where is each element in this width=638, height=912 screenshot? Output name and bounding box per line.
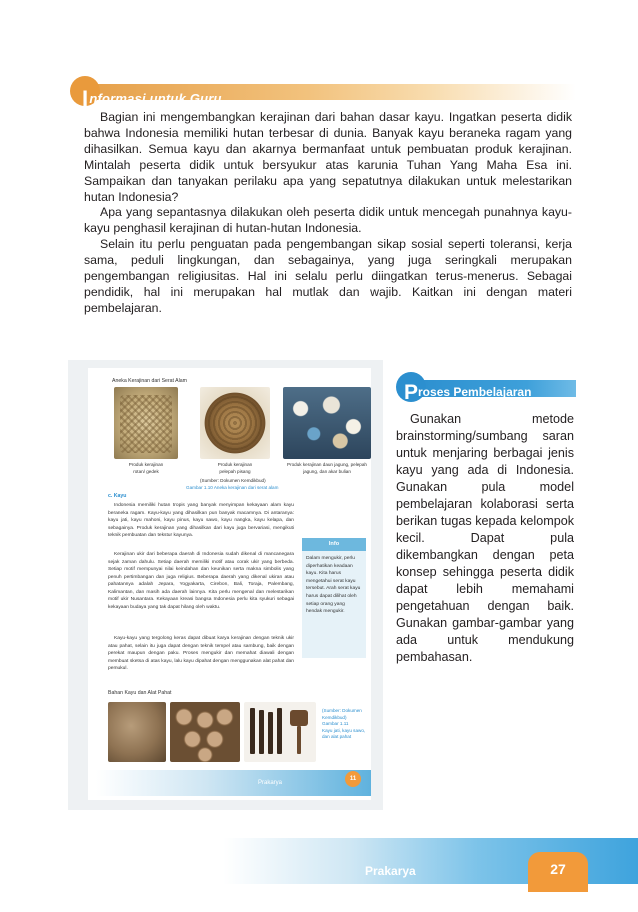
info-guru-banner <box>70 76 576 111</box>
caption-tray: Produk kerajinan pelepah pisang <box>217 462 253 474</box>
title-rest: nformasi untuk Guru <box>89 91 222 106</box>
proses-banner <box>396 372 576 402</box>
basket-photo <box>114 387 178 459</box>
logs-photo <box>170 702 240 762</box>
section-title <box>82 83 222 109</box>
bottom-label: Bahan Kayu dan Alat Pahat <box>108 690 172 696</box>
inset-footer-label: Prakarya <box>258 780 283 786</box>
proses-paragraph: Gunakan metode brainstorming/sumbang saran untuk menjaring berbagai jenis kayu yang ada di Indonesia. Gunakan pula model pembelajaran kolaborasi serta berikan tugas kepada kelompok kecil. Dapat pula dikembangkan dengan peta konsep sehingga peserta didik dapat lebih memahami pengetahuan dengan baik. Gunakan gambar-gambar yang ada untuk mendukung pembahasan. <box>396 412 574 664</box>
footer-label: Prakarya <box>365 864 416 878</box>
proses-title-rest: roses Pembelajaran <box>418 385 532 399</box>
body-paragraph-2: Apa yang sepantasnya dilakukan oleh peserta didik untuk mencegah punahnya kayu-kayu penghasil kerajinan di hutan-hutan Indonesia. <box>84 205 572 236</box>
title-initial: I <box>82 86 89 111</box>
body-paragraph-3: Selain itu perlu penguatan pada pengembangan sikap sosial seperti toleransi, kerja sama, peduli lingkungan, dan sebagainya, yang juga seringkali merupakan pengembangan religiusitas. Hal ini selalu perlu diingatkan terus-menerus. Sebagai pendidik, hal ini merupakan hal mutlak dan wajib. Kaitkan ini dengan materi pembelajaran. <box>84 237 572 315</box>
inset-footer-bar <box>96 770 371 796</box>
bottom-note: (Sumber: Dokumen Kemdikbud) Gambar 1.11 Kayu jati, kayu sawo, dan alat pahat <box>322 708 366 739</box>
page-number: 27 <box>528 852 588 892</box>
chisel-tools-photo <box>244 702 316 762</box>
body-paragraph-1: Bagian ini mengembangkan kerajinan dari bahan dasar kayu. Ingatkan peserta didik bahwa Indonesia memiliki hutan terbesar di dunia. Banyak kayu beraneka ragam yang dihasilkan. Semua kayu dan akarnya bermanfaat untuk pembuatan produk kerajinan. Mintalah peserta didik untuk bersyukur atas karunia Tuhan Yang Maha Esa ini. Sampaikan dan tanyakan perilaku apa yang sepatutnya dilakukan untuk melestarikan hutan Indonesia? <box>84 110 572 204</box>
figure-caption: Gambar 1.10 Aneka kerajinan dari serat alam <box>186 485 279 490</box>
section-heading: c. Kayu <box>108 493 127 499</box>
caption-basket: Produk kerajinan rotan/ gedek <box>128 462 164 474</box>
proses-title <box>404 378 531 402</box>
body-text <box>84 110 572 317</box>
source-note: (Sumber: Dokumen Kemdikbud) <box>200 478 266 483</box>
wood-photo <box>108 702 166 762</box>
info-title: Info <box>302 538 366 551</box>
info-text: Dalam mengukir, perlu diperhatikan keadaan kayu. Kita harus mengetahui serat kayu tersebut. Arah serat kayu harus dapat dilihat oleh setiap orang yang hendak mengukir. <box>306 556 361 615</box>
section-paragraph-2: Kerajinan ukir dari beberapa daerah di Indonesia sudah dikenal di mancanegara sejak zaman dahulu. Setiap daerah memiliki motif atau corak ukir yang berbeda. Setiap motif mempunyai nilai keindahan dan keunikan serta makna simbolis yang penuh pertimbangan dan juga religius. Beberapa daerah yang dikenal ukiran atau pahatannya adalah Jepara, Yogyakarta, Cirebon, Bali, Toraja, Palembang, Kalimantan, dan masih ada daerah lainnya. Kita perlu mengenal dan melestarikan motif ukir Nusantara. Kekayaan kreasi bangsa Indonesia perlu kita syukuri sebagai kekayaan budaya yang tak dapat hilang oleh waktu. <box>108 552 294 610</box>
proses-text <box>396 411 574 666</box>
flowers-photo <box>283 387 371 459</box>
section-paragraph-1: Indonesia memiliki hutan tropis yang banyak menyimpan kekayaan alam kayu beraneka ragam. Kayu-kayu yang dihasilkan pun banyak macamnya. Di antaranya: kayu jati, kayu mahoni, kayu pinus, kayu sawo, kayu nangka, kayu kelapa, dan sebagainya. Produk kerajinan yang dihasilkan dari kayu juga bervariasi, mengikuti teknik pembuatan dan tekstur kayunya. <box>108 503 294 538</box>
inset-top-label: Aneka Kerajinan dari Serat Alam <box>112 378 187 384</box>
caption-flowers: Produk kerajinan daun jagung, pelepah jagung, dan akar bulian <box>287 462 367 474</box>
tray-photo <box>200 387 270 459</box>
inset-page-number: 11 <box>345 771 361 787</box>
proses-initial: P <box>404 381 419 404</box>
section-paragraph-3: Kayu-kayu yang tergolong keras dapat dibuat karya kerajinan dengan teknik ukir atau pahat, selain itu juga dapat dengan teknik tempel atau sambung, baik dengan perekat maupun dengan paku. Proses mengukir dan memahat diawali dengan membuat sketsa di atas kayu, lalu kayu dipahat dengan menggunakan alat pahat dan pemukul. <box>108 636 294 671</box>
